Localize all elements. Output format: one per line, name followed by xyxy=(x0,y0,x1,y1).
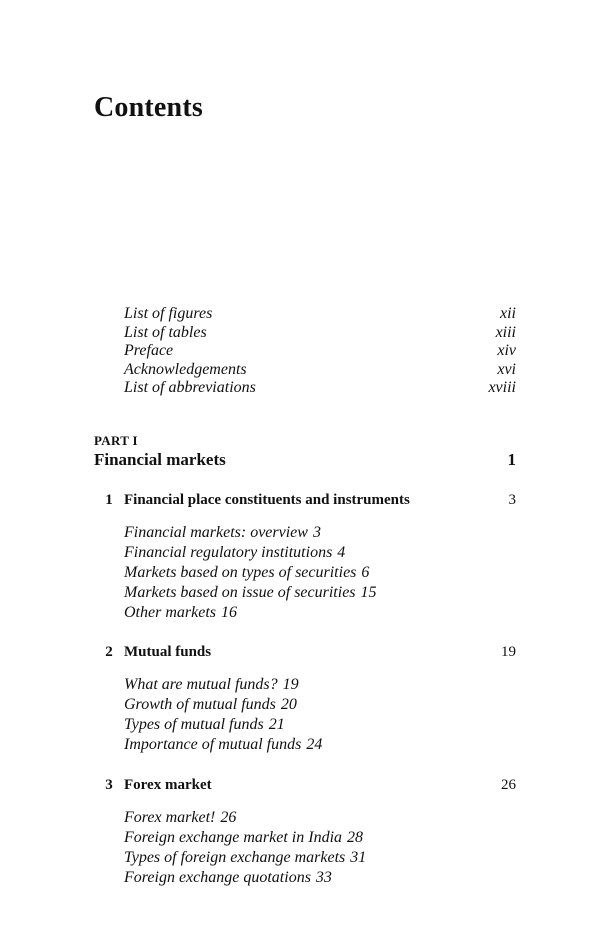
front-matter-page: xiii xyxy=(495,323,516,341)
chapter-heading[interactable] xyxy=(94,492,516,514)
chapter-title: Forex market xyxy=(124,777,212,793)
front-matter-page: xii xyxy=(500,305,516,322)
section-title: Markets based on issue of securities xyxy=(124,584,356,601)
section-page: 15 xyxy=(360,584,377,601)
section-title: Types of mutual funds xyxy=(124,716,264,733)
section-item[interactable] xyxy=(124,848,516,868)
section-item[interactable] xyxy=(124,543,516,563)
chapter-title: Mutual funds xyxy=(124,644,212,660)
section-title: Financial regulatory institutions xyxy=(124,544,333,561)
section-item[interactable] xyxy=(124,603,516,623)
section-title: Growth of mutual funds xyxy=(124,696,276,713)
chapter-number: 2 xyxy=(105,644,113,660)
section-item[interactable] xyxy=(124,563,516,583)
chapter-heading[interactable] xyxy=(94,777,516,799)
section-item[interactable] xyxy=(124,675,516,695)
section-item[interactable] xyxy=(124,735,516,755)
section-title: Types of foreign exchange markets xyxy=(124,849,346,866)
section-title: Markets based on types of securities xyxy=(124,564,357,581)
section-item[interactable] xyxy=(124,523,516,543)
part-title-row[interactable] xyxy=(94,450,516,470)
front-matter-label: List of tables xyxy=(124,323,207,341)
section-page: 19 xyxy=(282,676,299,693)
front-matter-label: List of figures xyxy=(124,305,213,322)
section-list xyxy=(124,675,516,755)
section-page: 26 xyxy=(220,809,237,826)
section-page: 21 xyxy=(268,716,285,733)
section-page: 16 xyxy=(220,604,237,621)
chapter-number: 3 xyxy=(105,777,113,793)
page-title: Contents xyxy=(94,92,203,123)
section-title: Other markets xyxy=(124,604,216,621)
section-list xyxy=(124,523,516,623)
section-list xyxy=(124,808,516,888)
section-page: 6 xyxy=(361,564,370,581)
front-matter-label: Preface xyxy=(124,342,174,360)
front-matter-row[interactable] xyxy=(124,324,516,343)
section-title: Financial markets: overview xyxy=(124,524,308,541)
section-page: 33 xyxy=(315,869,332,886)
section-title: Foreign exchange quotations xyxy=(124,869,311,886)
section-item[interactable] xyxy=(124,868,516,888)
chapter-page: 26 xyxy=(501,777,516,793)
front-matter-page: xviii xyxy=(488,379,516,397)
chapter xyxy=(94,777,516,888)
chapter-number: 1 xyxy=(105,492,113,508)
part-label: PART I xyxy=(94,433,138,448)
section-title: Forex market! xyxy=(124,809,216,826)
chapter xyxy=(94,644,516,755)
section-title: What are mutual funds? xyxy=(124,676,278,693)
section-page: 28 xyxy=(347,829,364,846)
front-matter-list xyxy=(124,305,516,398)
section-page: 4 xyxy=(337,544,346,561)
front-matter-label: Acknowledgements xyxy=(124,360,247,378)
chapter-title: Financial place constituents and instruments xyxy=(124,492,410,508)
section-item[interactable] xyxy=(124,695,516,715)
front-matter-row[interactable] xyxy=(124,361,516,380)
section-title: Foreign exchange market in India xyxy=(124,829,343,846)
chapter xyxy=(94,492,516,623)
section-item[interactable] xyxy=(124,715,516,735)
chapter-heading[interactable] xyxy=(94,644,516,666)
section-page: 31 xyxy=(350,849,367,866)
section-item[interactable] xyxy=(124,583,516,603)
section-page: 20 xyxy=(280,696,297,713)
front-matter-page: xiv xyxy=(497,342,516,360)
chapter-page: 19 xyxy=(501,644,516,660)
section-page: 3 xyxy=(312,524,321,541)
part-title: Financial markets xyxy=(94,450,226,469)
section-item[interactable] xyxy=(124,828,516,848)
section-title: Importance of mutual funds xyxy=(124,736,302,753)
part-page: 1 xyxy=(507,450,516,469)
front-matter-row[interactable] xyxy=(124,342,516,361)
chapter-page: 3 xyxy=(508,492,516,508)
front-matter-row[interactable] xyxy=(124,379,516,398)
section-page: 24 xyxy=(306,736,323,753)
front-matter-label: List of abbreviations xyxy=(124,379,256,397)
front-matter-page: xvi xyxy=(497,360,516,378)
front-matter-row[interactable] xyxy=(124,305,516,324)
section-item[interactable] xyxy=(124,808,516,828)
